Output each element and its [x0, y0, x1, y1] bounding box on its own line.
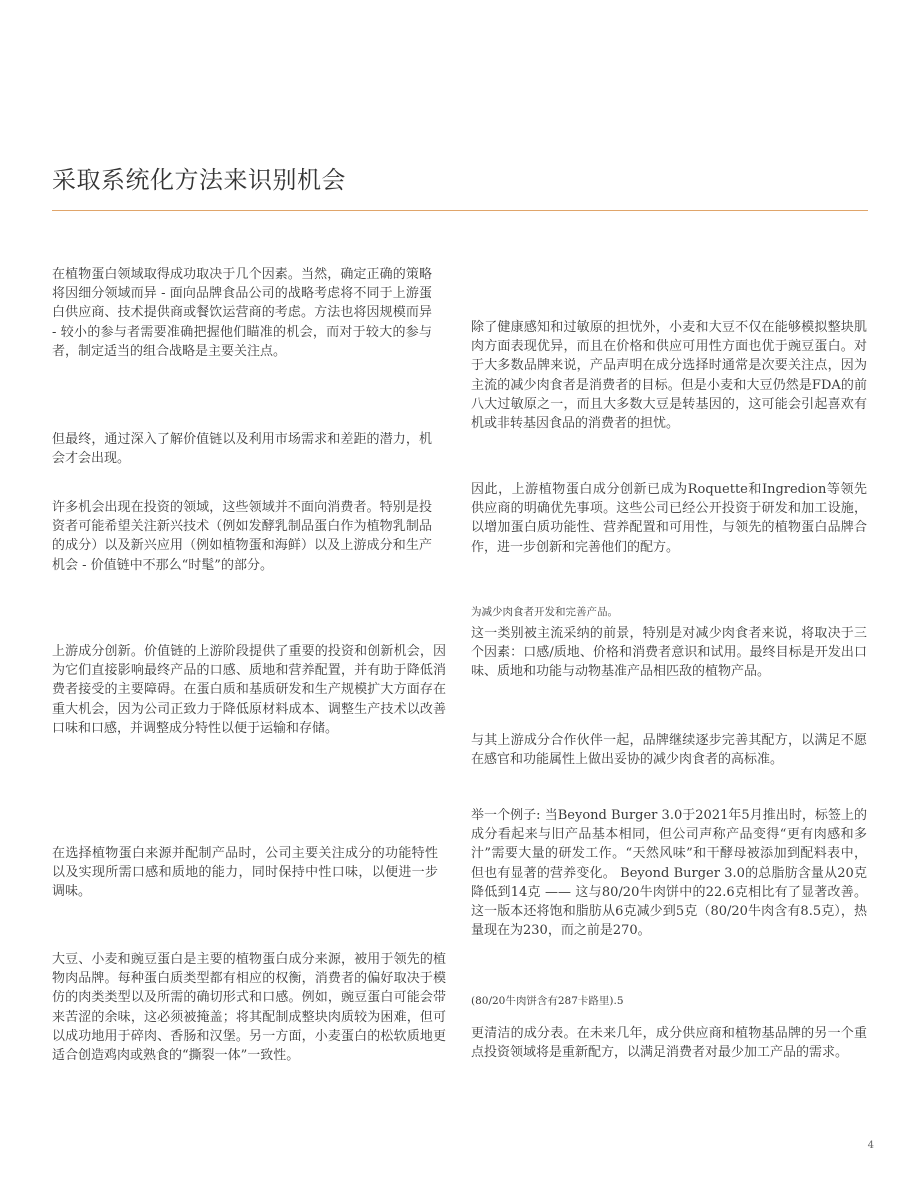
title-divider	[52, 210, 868, 211]
right-paragraph-5: 举一个例子: 当Beyond Burger 3.0于2021年5月推出时，标签上的成分看起来与旧产品基本相同，但公司声称产品变得“更有肉感和多汁”需要大量的研发工作。“天然风味”和干酵母被添加到配料表中，但也有显著的营养变化。 Beyond Burger 3.0的总脂肪含量从20克降低到14克 —— 这与80/20牛肉饼中的22.6克相比有了显著改善。这一版本还将饱和脂肪从6克减少到5克（80/20牛肉含有8.5克），热量现在为230，而之前是270。	[471, 808, 867, 939]
right-subheading: 为减少肉食者开发和完善产品。	[471, 606, 618, 618]
right-paragraph-3: 这一类别被主流采纳的前景，特别是对减少肉食者来说，将取决于三个因素：口感/质地、价格和消费者意识和试用。最终目标是开发出口味、质地和功能与动物基准产品相匹敌的植物产品。	[471, 626, 867, 680]
left-paragraph-5: 在选择植物蛋白来源并配制产品时，公司主要关注成分的功能特性以及实现所需口感和质地的能力，同时保持中性口味，以便进一步调味。	[52, 846, 438, 900]
left-paragraph-1: 在植物蛋白领域取得成功取决于几个因素。当然，确定正确的策略将因细分领域而异 - 面向品牌食品公司的战略考虑将不同于上游蛋白供应商、技术提供商或餐饮运营商的考虑。方法也将因规模而异 - 较小的参与者需要准确把握他们瞄准的机会，而对于较大的参与者，制定适当的组合战略是主要关注点。	[52, 267, 432, 359]
page-number: 4	[867, 1140, 874, 1151]
page-title: 采取系统化方法来识别机会	[52, 166, 346, 194]
right-paragraph-2: 因此，上游植物蛋白成分创新已成为Roquette和Ingredion等领先供应商的明确优先事项。这些公司已经公开投资于研发和加工设施，以增加蛋白质功能性、营养配置和可用性，与领先的植物蛋白品牌合作，进一步创新和完善他们的配方。	[471, 482, 867, 555]
left-paragraph-4: 上游成分创新。价值链的上游阶段提供了重要的投资和创新机会，因为它们直接影响最终产品的口感、质地和营养配置，并有助于降低消费者接受的主要障碍。在蛋白质和基质研发和生产规模扩大方面存在重大机会，因为公司正致力于降低原材料成本、调整生产技术以改善口味和口感，并调整成分特性以便于运输和存储。	[52, 644, 446, 736]
left-paragraph-2: 但最终，通过深入了解价值链以及利用市场需求和差距的潜力，机会才会出现。	[52, 432, 432, 467]
right-paragraph-1: 除了健康感知和过敏原的担忧外，小麦和大豆不仅在能够模拟整块肌肉方面表现优异，而且在价格和供应可用性方面也优于豌豆蛋白。对于大多数品牌来说，产品声明在成分选择时通常是次要关注点，因为主流的减少肉食者是消费者的目标。但是小麦和大豆仍然是FDA的前八大过敏原之一，而且大多数大豆是转基因的，这可能会引起喜欢有机或非转基因食品的消费者的担忧。	[471, 320, 867, 432]
left-paragraph-6: 大豆、小麦和豌豆蛋白是主要的植物蛋白成分来源，被用于领先的植物肉品牌。每种蛋白质类型都有相应的权衡，消费者的偏好取决于模仿的肉类类型以及所需的确切形式和口感。例如，豌豆蛋白可能会带来苦涩的余味，这必须被掩盖；将其配制成整块肉质较为困难，但可以成功地用于碎肉、香肠和汉堡。另一方面，小麦蛋白的松软质地更适合创造鸡肉或熟食的“撕裂一体”一致性。	[52, 952, 446, 1064]
right-footnote: (80/20牛肉饼含有287卡路里).5	[471, 995, 624, 1007]
right-paragraph-6: 更清洁的成分表。在未来几年，成分供应商和植物基品牌的另一个重点投资领域将是重新配方，以满足消费者对最少加工产品的需求。	[471, 1026, 867, 1061]
right-paragraph-4: 与其上游成分合作伙伴一起，品牌继续逐步完善其配方，以满足不愿在感官和功能属性上做出妥协的减少肉食者的高标准。	[471, 733, 867, 768]
left-paragraph-3: 许多机会出现在投资的领域，这些领域并不面向消费者。特别是投资者可能希望关注新兴技术（例如发酵乳制品蛋白作为植物乳制品的成分）以及新兴应用（例如植物蛋和海鲜）以及上游成分和生产机会 - 价值链中不那么“时髦”的部分。	[52, 500, 432, 573]
